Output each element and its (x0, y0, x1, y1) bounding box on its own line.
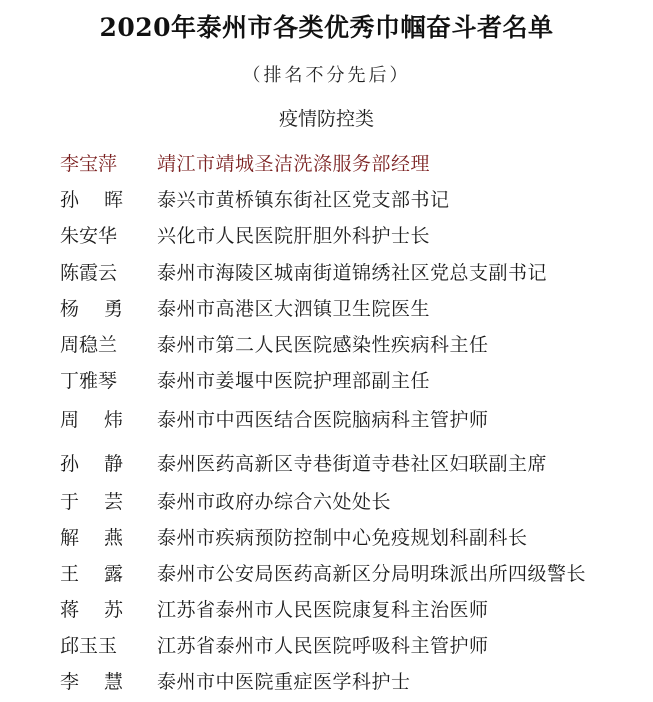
honoree-position: 泰州市疾病预防控制中心免疫规划科副科长 (157, 527, 528, 549)
honoree-name: 孙晖 (60, 189, 149, 211)
honoree-position: 泰州市高港区大泗镇卫生院医生 (157, 298, 431, 320)
honoree-position: 泰州市第二人民医院感染性疾病科主任 (157, 334, 489, 356)
honoree-position: 泰州市公安局医药高新区分局明珠派出所四级警长 (157, 563, 587, 585)
list-item (0, 294, 653, 324)
honoree-name: 于芸 (60, 491, 149, 513)
honoree-name: 邱玉玉 (60, 635, 118, 657)
honoree-name: 解燕 (60, 527, 149, 549)
page-title: 2020年泰州市各类优秀巾帼奋斗者名单 (99, 13, 554, 42)
honoree-position: 泰州市姜堰中医院护理部副主任 (157, 370, 431, 392)
honoree-name: 孙静 (60, 453, 149, 475)
section-heading: 疫情防控类 (278, 108, 374, 130)
honoree-name: 丁雅琴 (60, 370, 118, 392)
honoree-position: 泰兴市黄桥镇东街社区党支部书记 (157, 189, 450, 211)
list-item (0, 449, 653, 479)
honoree-position: 泰州市政府办综合六处处长 (157, 491, 392, 513)
list-item (0, 221, 653, 251)
list-item (0, 405, 653, 435)
honoree-name: 陈霞云 (60, 262, 118, 284)
list-item (0, 523, 653, 553)
page-subtitle: （排名不分先后） (242, 65, 411, 86)
honoree-position: 泰州市中医院重症医学科护士 (157, 671, 411, 693)
list-item (0, 258, 653, 288)
list-item (0, 667, 653, 697)
honoree-name: 蒋苏 (60, 599, 149, 621)
honoree-name: 李慧 (60, 671, 149, 693)
list-item (0, 487, 653, 517)
honoree-position: 江苏省泰州市人民医院康复科主治医师 (157, 599, 489, 621)
list-item (0, 185, 653, 215)
list-item (0, 149, 653, 179)
honoree-position: 江苏省泰州市人民医院呼吸科主管护师 (157, 635, 489, 657)
list-item (0, 366, 653, 396)
honoree-position: 泰州市中西医结合医院脑病科主管护师 (157, 409, 489, 431)
honoree-position: 泰州医药高新区寺巷街道寺巷社区妇联副主席 (157, 453, 548, 475)
honoree-name: 朱安华 (60, 225, 118, 247)
honoree-name: 杨勇 (60, 298, 149, 320)
list-item (0, 631, 653, 661)
honoree-name: 王露 (60, 563, 149, 585)
honoree-name: 周炜 (60, 409, 149, 431)
honoree-name: 李宝萍 (60, 153, 118, 175)
list-item (0, 330, 653, 360)
honoree-position: 泰州市海陵区城南街道锦绣社区党总支副书记 (157, 262, 548, 284)
honoree-position: 靖江市靖城圣洁洗涤服务部经理 (157, 153, 431, 175)
honoree-position: 兴化市人民医院肝胆外科护士长 (157, 225, 431, 247)
list-item (0, 595, 653, 625)
list-item (0, 559, 653, 589)
honoree-name: 周稳兰 (60, 334, 118, 356)
